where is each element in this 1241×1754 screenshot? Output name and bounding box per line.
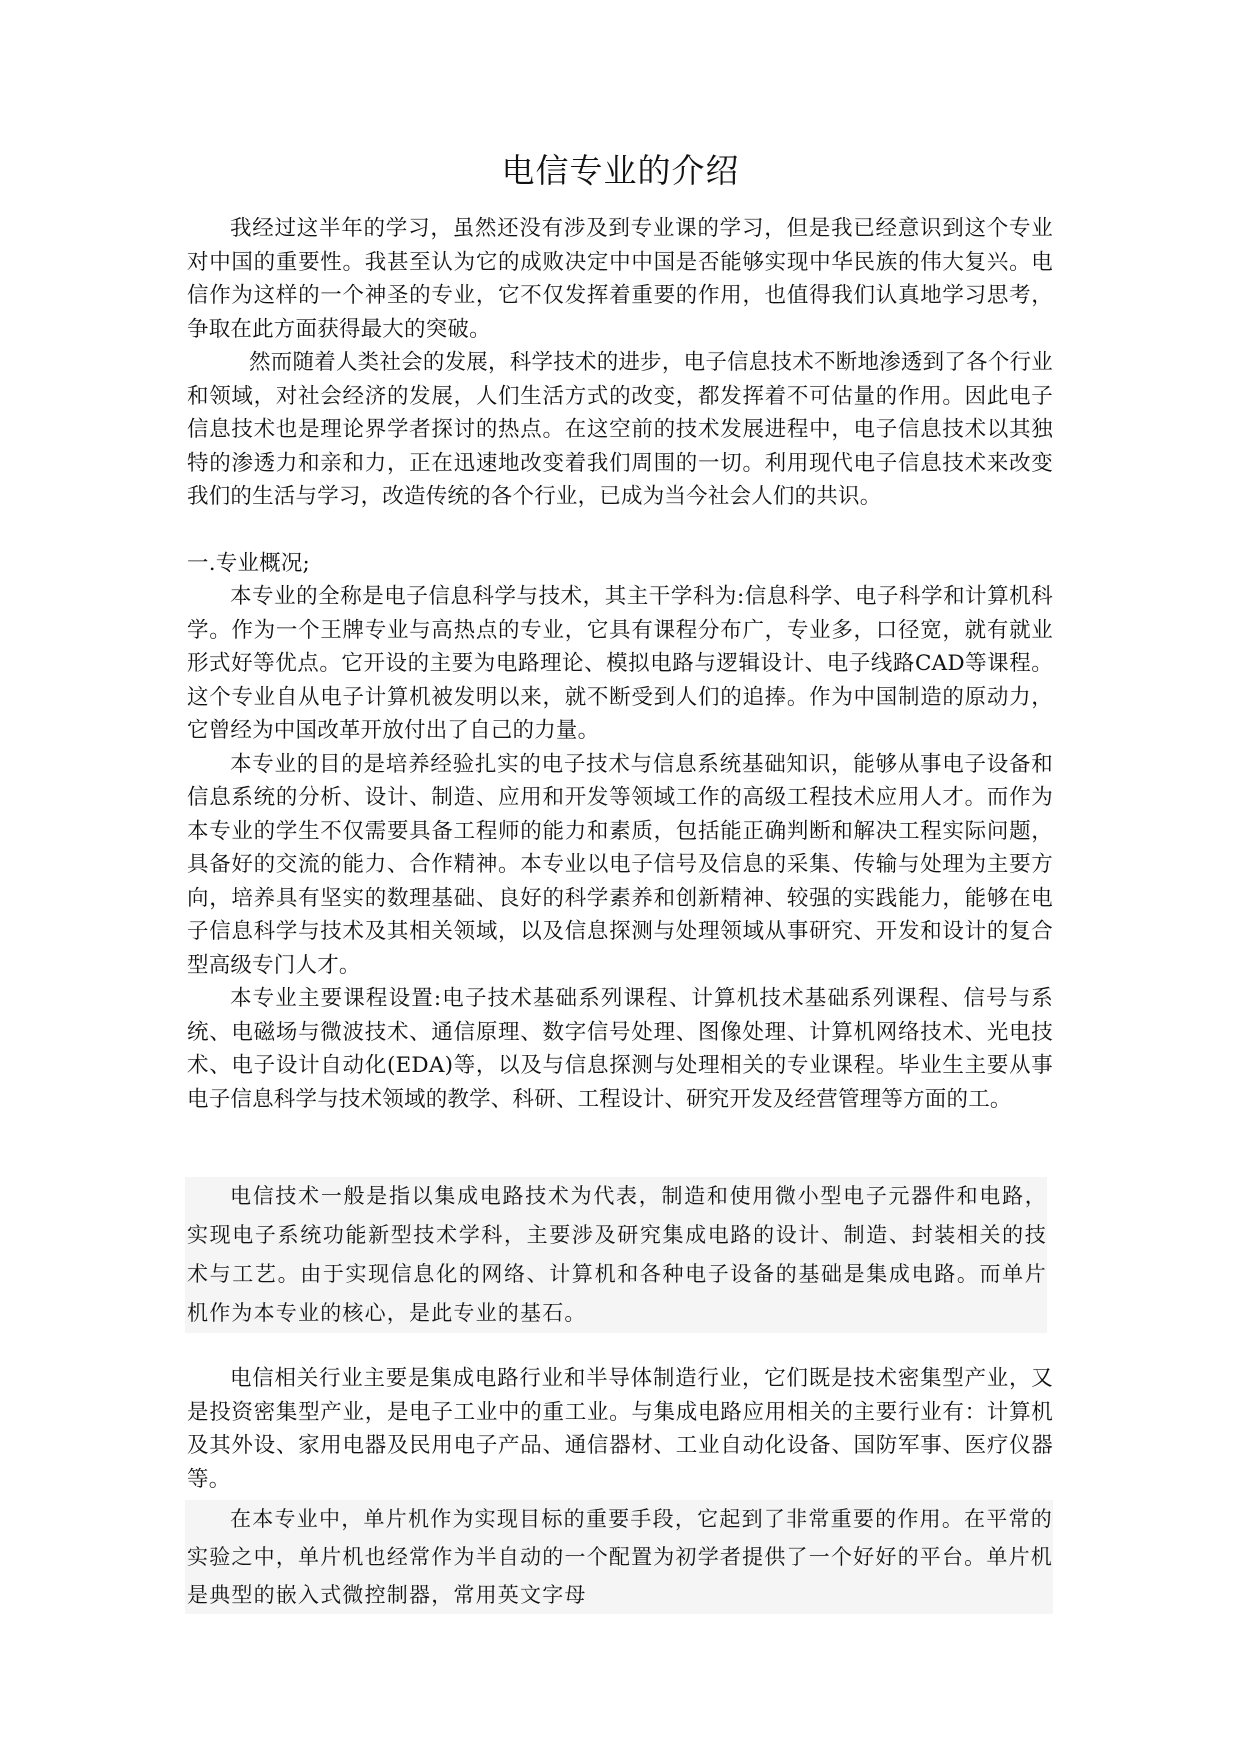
section-paragraph-2: 本专业的目的是培养经验扎实的电子技术与信息系统基础知识，能够从事电子设备和信息系统的分析、设计、制造、应用和开发等领域工作的高级工程技术应用人才。而作为本专业的学生不仅需要具备工程师的能力和素质，包括能正确判断和解决工程实际问题，具备好的交流的能力、合作精神。本专业以电子信号及信息的采集、传输与处理为主要方向，培养具有坚实的数理基础、良好的科学素养和创新精神、较强的实践能力，能够在电子信息科学与技术及其相关领域，以及信息探测与处理领域从事研究、开发和设计的复合型高级专门人才。 [187,751,1053,978]
section-paragraph-3: 本专业主要课程设置:电子技术基础系列课程、计算机技术基础系列课程、信号与系统、电磁场与微波技术、通信原理、数字信号处理、图像处理、计算机网络技术、光电技术、电子设计自动化(EDA)等，以及与信息探测与处理相关的专业课程。毕业生主要从事电子信息科学与技术领域的教学、科研、工程设计、研究开发及经营管理等方面的工。 [187,986,1053,1112]
document-title: 电信专业的介绍 [501,151,740,190]
shaded-block-2 [185,1500,1053,1614]
shaded-block-1 [185,1177,1047,1333]
mcu-paragraph: 在本专业中，单片机作为实现目标的重要手段，它起到了非常重要的作用。在平常的实验之中，单片机也经常作为半自动的一个配置为初学者提供了一个好好的平台。单片机是典型的嵌入式微控制器，常用英文字母 [185,1500,1053,1614]
section-heading: 一.专业概况; [187,550,310,576]
intro-section [187,212,1053,1116]
section-paragraph-1: 本专业的全称是电子信息科学与技术，其主干学科为:信息科学、电子科学和计算机科学。作为一个王牌专业与高热点的专业，它具有课程分布广，专业多，口径宽，就有就业形式好等优点。它开设的主要为电路理论、模拟电路与逻辑设计、电子线路CAD等课程。这个专业自从电子计算机被发明以来，就不断受到人们的追捧。作为中国制造的原动力，它曾经为中国改革开放付出了自己的力量。 [187,584,1053,743]
ic-paragraph: 电信技术一般是指以集成电路技术为代表，制造和使用微小型电子元器件和电路，实现电子系统功能新型技术学科，主要涉及研究集成电路的设计、制造、封装相关的技术与工艺。由于实现信息化的网络、计算机和各种电子设备的基础是集成电路。而单片机作为本专业的核心，是此专业的基石。 [185,1177,1047,1333]
industry-paragraph: 电信相关行业主要是集成电路行业和半导体制造行业，它们既是技术密集型产业，又是投资密集型产业，是电子工业中的重工业。与集成电路应用相关的主要行业有：计算机及其外设、家用电器及民用电子产品、通信器材、工业自动化设备、国防军事、医疗仪器等。 [187,1366,1053,1492]
intro-paragraph-1: 我经过这半年的学习，虽然还没有涉及到专业课的学习，但是我已经意识到这个专业对中国的重要性。我甚至认为它的成败决定中中国是否能够实现中华民族的伟大复兴。电信作为这样的一个神圣的专业，它不仅发挥着重要的作用，也值得我们认真地学习思考，争取在此方面获得最大的突破。 [187,216,1053,342]
paragraph-gap [187,514,1053,547]
industry-block [187,1362,1053,1496]
intro-paragraph-2: 然而随着人类社会的发展，科学技术的进步，电子信息技术不断地渗透到了各个行业和领域，对社会经济的发展，人们生活方式的改变，都发挥着不可估量的作用。因此电子信息技术也是理论界学者探讨的热点。在这空前的技术发展进程中，电子信息技术以其独特的渗透力和亲和力，正在迅速地改变着我们周围的一切。利用现代电子信息技术来改变我们的生活与学习，改造传统的各个行业，已成为当今社会人们的共识。 [187,350,1053,509]
